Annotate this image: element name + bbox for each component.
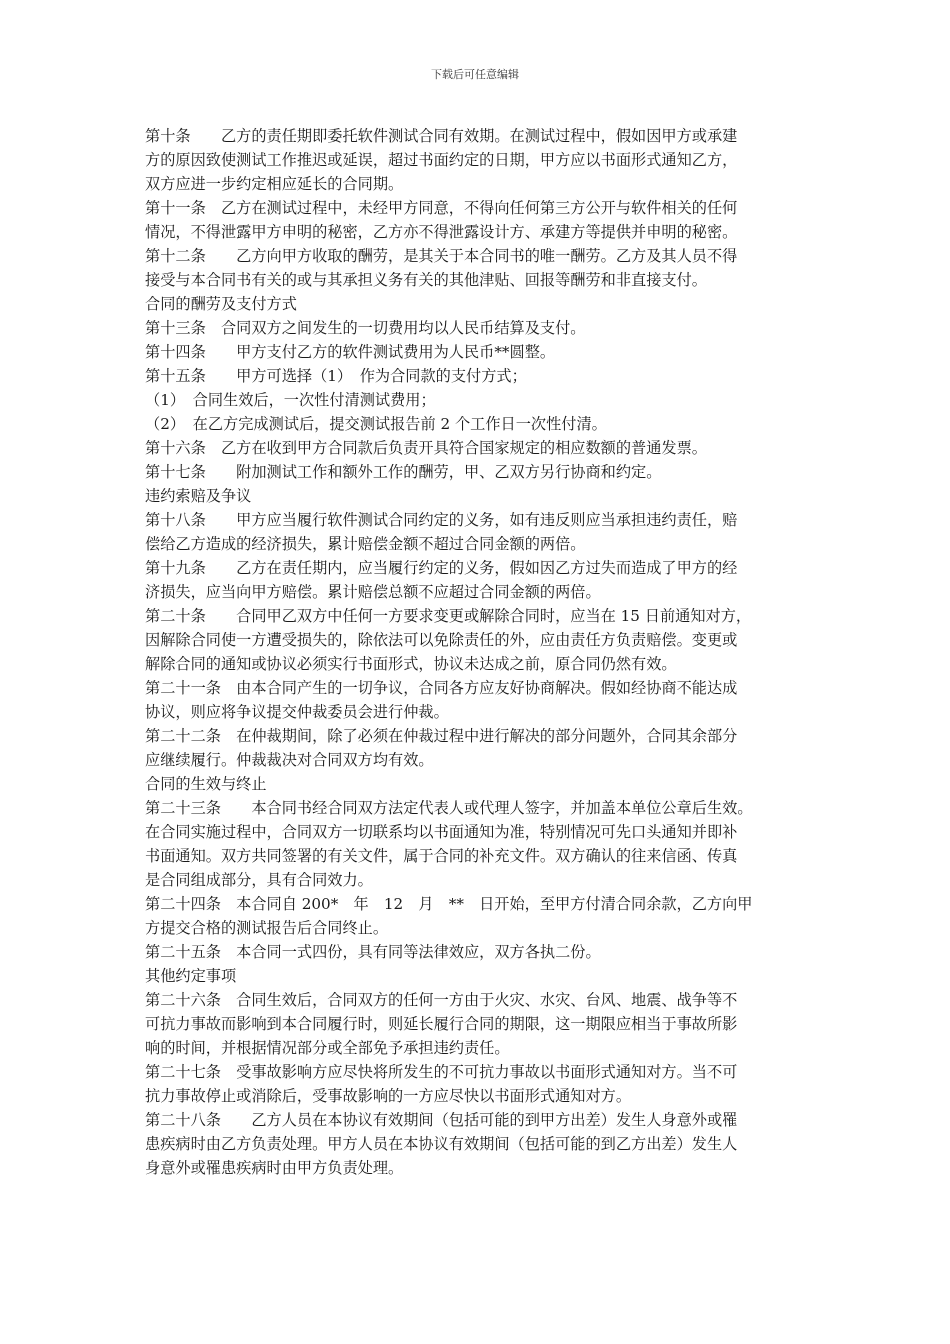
contract-body — [145, 124, 810, 1180]
text-line: 第二十条 合同甲乙双方中任何一方要求变更或解除合同时，应当在 15 日前通知对方， — [145, 607, 752, 625]
text-line: 第十一条 乙方在测试过程中，未经甲方同意，不得向任何第三方公开与软件相关的任何 — [145, 199, 738, 217]
text-line: 应继续履行。仲裁裁决对合同双方均有效。 — [145, 751, 434, 769]
text-line: 在合同实施过程中，合同双方一切联系均以书面通知为准，特别情况可先口头通知并即补 — [145, 823, 738, 841]
text-line: 第二十一条 由本合同产生的一切争议，合同各方应友好协商解决。假如经协商不能达成 — [145, 679, 738, 697]
text-line: 偿给乙方造成的经济损失，累计赔偿金额不超过合同金额的两倍。 — [145, 535, 586, 553]
text-line: 方的原因致使测试工作推迟或延误，超过书面约定的日期，甲方应以书面形式通知乙方， — [145, 151, 738, 169]
text-line: 响的时间，并根据情况部分或全部免予承担违约责任。 — [145, 1039, 510, 1057]
text-line: 第十八条 甲方应当履行软件测试合同约定的义务，如有违反则应当承担违约责任，赔 — [145, 511, 738, 529]
section-heading: 合同的酬劳及支付方式 — [145, 295, 297, 313]
text-line: 第十二条 乙方向甲方收取的酬劳，是其关于本合同书的唯一酬劳。乙方及其人员不得 — [145, 247, 738, 265]
section-heading: 违约索赔及争议 — [145, 487, 252, 505]
text-line: 协议，则应将争议提交仲裁委员会进行仲裁。 — [145, 703, 449, 721]
text-line: 是合同组成部分，具有合同效力。 — [145, 871, 373, 889]
text-line: 接受与本合同书有关的或与其承担义务有关的其他津贴、回报等酬劳和非直接支付。 — [145, 271, 707, 289]
text-line: 情况，不得泄露甲方申明的秘密，乙方亦不得泄露设计方、承建方等提供并申明的秘密。 — [145, 223, 738, 241]
page-header: 下载后可任意编辑 — [431, 68, 519, 81]
text-line: 第十四条 甲方支付乙方的软件测试费用为人民币**圆整。 — [145, 343, 556, 361]
text-line: 双方应进一步约定相应延长的合同期。 — [145, 175, 404, 193]
text-line: 第二十二条 在仲裁期间，除了必须在仲裁过程中进行解决的部分问题外，合同其余部分 — [145, 727, 738, 745]
text-line: 第二十六条 合同生效后，合同双方的任何一方由于火灾、水灾、台风、地震、战争等不 — [145, 991, 738, 1009]
text-line: 可抗力事故而影响到本合同履行时，则延长履行合同的期限，这一期限应相当于事故所影 — [145, 1015, 738, 1033]
text-line: 身意外或罹患疾病时由甲方负责处理。 — [145, 1159, 404, 1177]
text-line: 抗力事故停止或消除后，受事故影响的一方应尽快以书面形式通知对方。 — [145, 1087, 631, 1105]
section-heading: 其他约定事项 — [145, 967, 237, 985]
text-line: 第二十五条 本合同一式四份，具有同等法律效应，双方各执二份。 — [145, 943, 601, 961]
text-line: （2） 在乙方完成测试后，提交测试报告前 2 个工作日一次性付清。 — [145, 415, 607, 433]
text-line: 第二十四条 本合同自 200* 年 12 月 ** 日开始，至甲方付清合同余款，乙方向甲 — [145, 895, 753, 913]
text-line: 第十六条 乙方在收到甲方合同款后负责开具符合国家规定的相应数额的普通发票。 — [145, 439, 707, 457]
text-line: 方提交合格的测试报告后合同终止。 — [145, 919, 388, 937]
text-line: 患疾病时由乙方负责处理。甲方人员在本协议有效期间（包括可能的到乙方出差）发生人 — [145, 1135, 738, 1153]
text-line: 解除合同的通知或协议必须实行书面形式，协议未达成之前，原合同仍然有效。 — [145, 655, 677, 673]
text-line: 第十三条 合同双方之间发生的一切费用均以人民币结算及支付。 — [145, 319, 586, 337]
text-line: 第二十三条 本合同书经合同双方法定代表人或代理人签字，并加盖本单位公章后生效。 — [145, 799, 753, 817]
text-line: 第十条 乙方的责任期即委托软件测试合同有效期。在测试过程中，假如因甲方或承建 — [145, 127, 738, 145]
text-line: 因解除合同使一方遭受损失的，除依法可以免除责任的外，应由责任方负责赔偿。变更或 — [145, 631, 738, 649]
text-line: （1） 合同生效后，一次性付清测试费用； — [145, 391, 436, 409]
section-heading: 合同的生效与终止 — [145, 775, 267, 793]
text-line: 第十七条 附加测试工作和额外工作的酬劳，甲、乙双方另行协商和约定。 — [145, 463, 662, 481]
text-line: 书面通知。双方共同签署的有关文件，属于合同的补充文件。双方确认的往来信函、传真 — [145, 847, 738, 865]
text-line: 第二十八条 乙方人员在本协议有效期间（包括可能的到甲方出差）发生人身意外或罹 — [145, 1111, 738, 1129]
text-line: 第二十七条 受事故影响方应尽快将所发生的不可抗力事故以书面形式通知对方。当不可 — [145, 1063, 738, 1081]
text-line: 第十九条 乙方在责任期内，应当履行约定的义务，假如因乙方过失而造成了甲方的经 — [145, 559, 738, 577]
text-line: 第十五条 甲方可选择（1） 作为合同款的支付方式； — [145, 367, 527, 385]
text-line: 济损失，应当向甲方赔偿。累计赔偿总额不应超过合同金额的两倍。 — [145, 583, 601, 601]
